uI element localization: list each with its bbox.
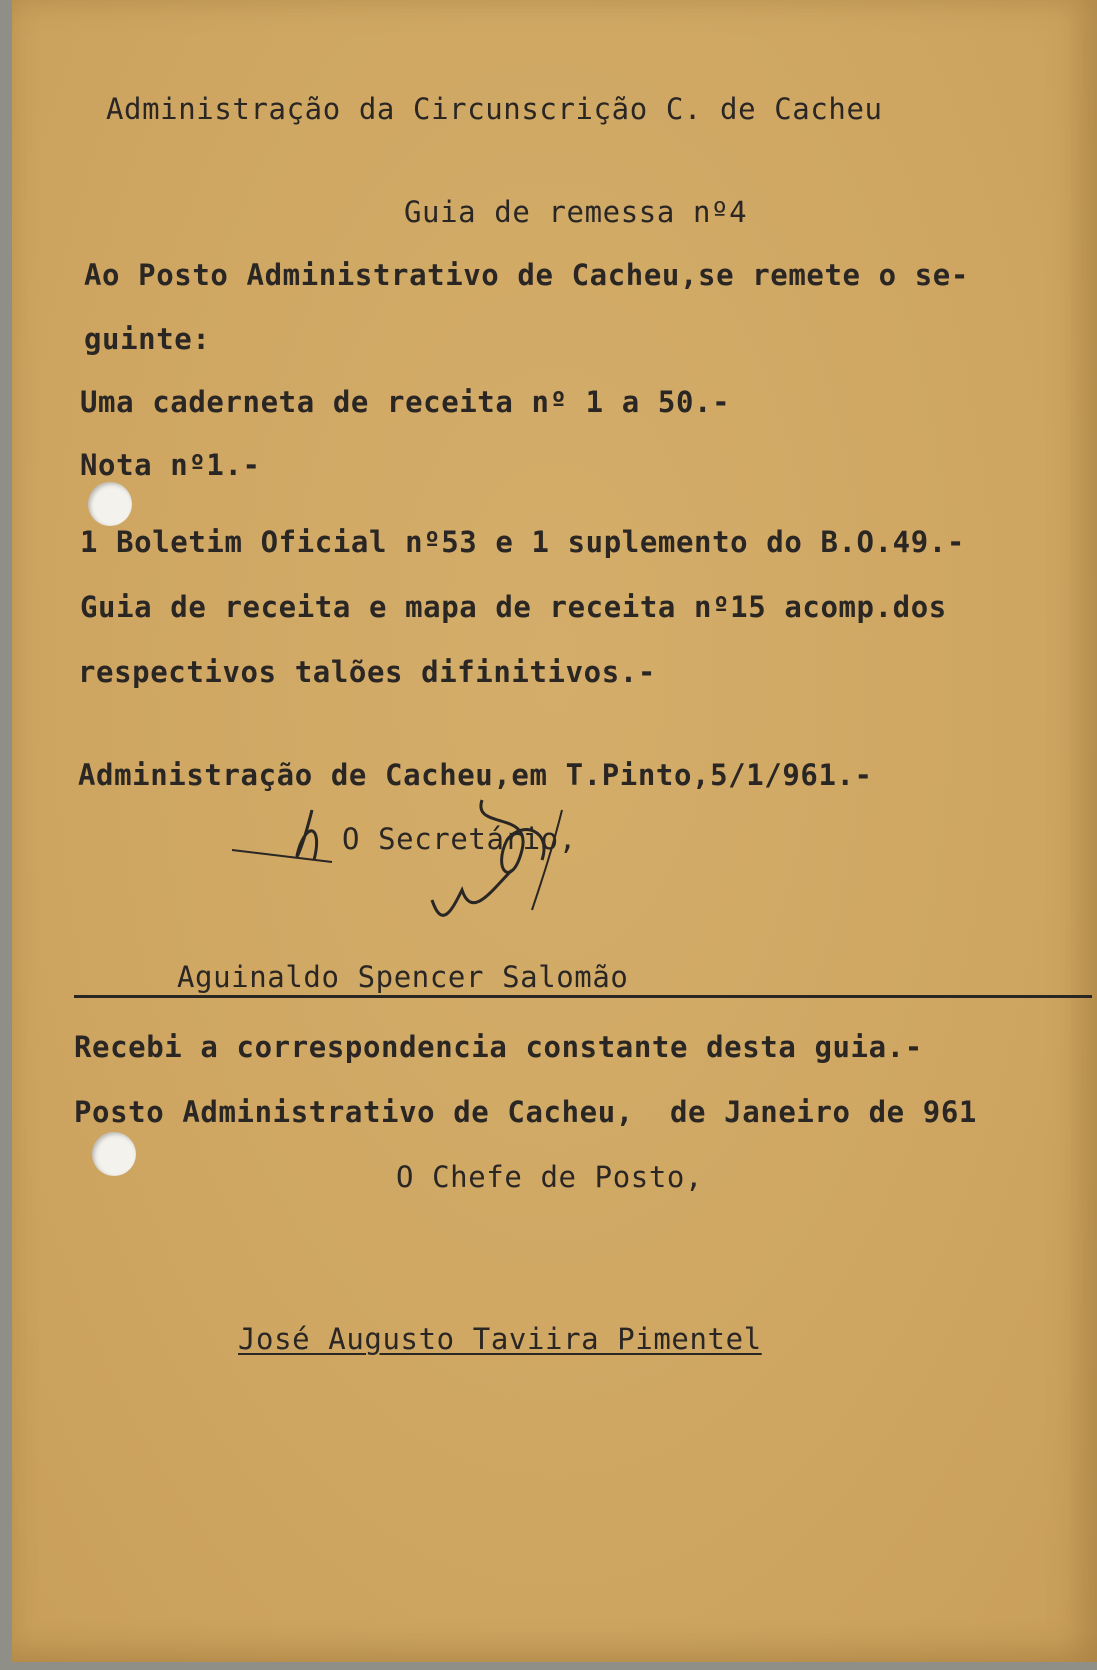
item-caderneta: Uma caderneta de receita nº 1 a 50.- — [80, 385, 731, 419]
item-nota: Nota nº1.- — [80, 448, 261, 482]
secretary-signature — [232, 790, 652, 960]
receipt-line: Recebi a correspondencia constante desta guia.- — [74, 1030, 923, 1064]
intro-line-2: guinte: — [84, 322, 211, 356]
secretary-title: O Secretário, — [342, 822, 577, 856]
place-date: Administração de Cacheu,em T.Pinto,5/1/961.- — [78, 758, 873, 792]
chief-title: O Chefe de Posto, — [396, 1160, 704, 1194]
guide-title: Guia de remessa nº4 — [404, 195, 748, 229]
item-boletim: 1 Boletim Oficial nº53 e 1 suplemento do B.O.49.- — [80, 525, 965, 559]
punch-hole-bottom — [92, 1132, 136, 1176]
chief-name: José Augusto Taviira Pimentel — [238, 1322, 762, 1356]
receipt-place: Posto Administrativo de Cacheu, de Janeiro de 961 — [74, 1095, 977, 1129]
item-guia-line-1: Guia de receita e mapa de receita nº15 acomp.dos — [80, 590, 947, 624]
document-page — [12, 0, 1097, 1662]
document-header: Administração da Circunscrição C. de Cacheu — [106, 92, 883, 126]
punch-hole-top — [88, 482, 132, 526]
item-guia-line-2: respectivos talões difinitivos.- — [78, 655, 656, 689]
intro-line-1: Ao Posto Administrativo de Cacheu,se remete o se- — [84, 258, 969, 292]
secretary-name: Aguinaldo Spencer Salomão — [177, 960, 629, 994]
separator-rule — [74, 995, 1092, 998]
